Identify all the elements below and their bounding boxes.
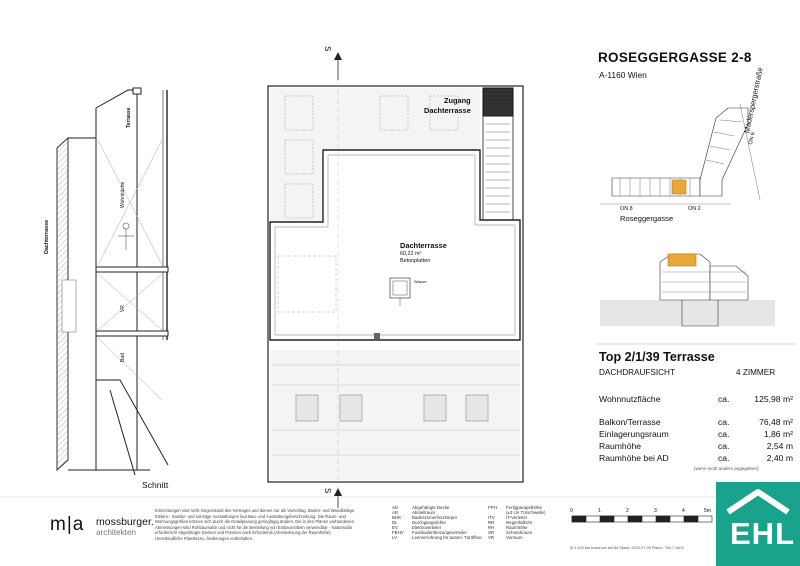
architect-name: mossburger. (96, 516, 154, 528)
area-prefix: ca. (718, 429, 730, 439)
legend-item: (±3 cm Türschwelle) (506, 510, 546, 515)
scale-tick: 0 (570, 508, 573, 514)
legend-item: RH Raumhöhe (488, 525, 528, 530)
project-address: A-1160 Wien (599, 70, 647, 80)
scale-footer: M 1:100 bei Ausdruck auf A4 Stand: 2024-07-09 Platzn: 769 7 1604 (570, 546, 684, 550)
project-title: ROSEGGERGASSE 2-8 (598, 50, 752, 65)
area-row (599, 429, 797, 441)
area-label: Wohnnutzfläche (599, 394, 661, 404)
legend-item: DL Durchgangslichte (392, 520, 446, 525)
architect-sub: architekten (96, 528, 137, 537)
section-drawing (57, 88, 168, 475)
unit-rooms: 4 ZIMMER (736, 368, 776, 377)
section-marker-bottom: S (323, 488, 332, 494)
terrace-area: 60,22 m² (400, 251, 422, 257)
site-label-on6: ON 6 (748, 131, 757, 146)
area-label: Raumhöhe bei AD (599, 453, 669, 463)
legend-item: SR Schrankraum (488, 530, 533, 535)
access-label-1: Zugang (444, 96, 471, 105)
area-label: Balkon/Terrasse (599, 417, 661, 427)
area-prefix: ca. (718, 394, 730, 404)
site-label-on8: ON 8 (620, 206, 633, 212)
ehl-logo (716, 482, 800, 566)
elevation-thumbnail (600, 254, 775, 326)
terrace-surface: Betonplatten (400, 258, 431, 264)
area-label: Einlagerungsraum (599, 429, 669, 439)
scale-tick: 5m (704, 508, 711, 514)
access-label-2: Dachterrasse (424, 106, 471, 115)
legend-item: RR Regenfallrohr (488, 520, 533, 525)
section-room-label: Terrasse (126, 107, 132, 128)
terrace-name: Dachterrasse (400, 241, 447, 250)
legend-item: AD Abgehängte Decke (392, 505, 450, 510)
area-prefix: ca. (718, 417, 730, 427)
legend-item: ITV IT-Verteiler (488, 515, 528, 520)
section-roof-label: Dachterrasse (44, 219, 50, 254)
legend-item: AR Abstellraum (392, 510, 436, 515)
legend-item: EV Elektroverteiler (392, 525, 442, 530)
legend-item: VR Vorraum (488, 535, 523, 540)
legend-item: LV Leerverrohrung für autom. Türöffner (392, 535, 482, 540)
area-prefix: ca. (718, 453, 730, 463)
area-row (599, 417, 797, 429)
unit-name: Top 2/1/39 Terrasse (599, 350, 715, 364)
area-value: 76,48 m² (759, 417, 793, 427)
area-row (599, 441, 797, 453)
legend-column-2 (488, 505, 545, 540)
scale-tick: 1 (598, 508, 601, 514)
unit-view: DACHDRAUFSICHT (599, 368, 675, 377)
area-value: 1,86 m² (763, 429, 793, 439)
ehl-logo-text: EHL (730, 516, 795, 551)
water-label: Wasser (414, 280, 427, 284)
scale-tick: 2 (626, 508, 629, 514)
area-label: Raumhöhe (599, 441, 642, 451)
site-label-on2: ON 2 (688, 206, 701, 212)
scale-bar (572, 516, 712, 522)
scale-tick: 3 (654, 508, 657, 514)
legend-column-1 (392, 505, 482, 540)
street-side-label: Maderspergerstraße (742, 66, 765, 134)
legend-item: FPH Fertigparapethöhe (488, 505, 542, 510)
section-title: Schnitt (142, 480, 169, 490)
section-vr-label: VR (120, 305, 126, 312)
section-marker-top: S (323, 46, 332, 52)
areas-note: (wenn nicht anders angegeben) (694, 466, 759, 471)
area-row (599, 453, 797, 465)
area-row (599, 394, 797, 406)
section-bad-label: Bad (120, 353, 126, 362)
disclaimer-text: Einrichtungen sind nicht Gegenstand des Vertrages und dienen nur als Vorschlag. Boden- und Wandbeläge, Elektro-, Sanitär- und sonstige Ausstattungen laut Bau- und Ausstattungsbeschreibung. Die Raum- und Wohnungsgrößen können sich durch die Detailplanung geringfügig ändern. Die in den Plänen vorhandenen Abmessungen sind Rohbaumaße und nicht für die Bestellung von Einbaumöbeln verwendbar - Naturmaße erforderlich! Abgehängte Decken und Poterien nach Erfordernis (Abminderung der Raumhöhe). Unverbindliche Planskizze, Änderungen vorbehalten. (155, 508, 356, 541)
section-kitchen-label: Wohnküche (120, 181, 126, 208)
area-value: 2,40 m (766, 453, 793, 463)
scale-tick: 4 (682, 508, 685, 514)
area-prefix: ca. (718, 441, 730, 451)
areas-table (599, 394, 797, 465)
site-plan (600, 104, 760, 204)
street-main-label: Roseggergasse (620, 214, 674, 223)
legend-item: BHK Badezimmerheizkörper (392, 515, 458, 520)
area-value: 2,54 m (766, 441, 793, 451)
legend-item: FBHV Fussbodenheizungsverteiler (392, 530, 467, 535)
roof-plan (268, 52, 523, 508)
architect-logo: m|a (50, 514, 85, 535)
area-value: 125,98 m² (754, 394, 793, 404)
